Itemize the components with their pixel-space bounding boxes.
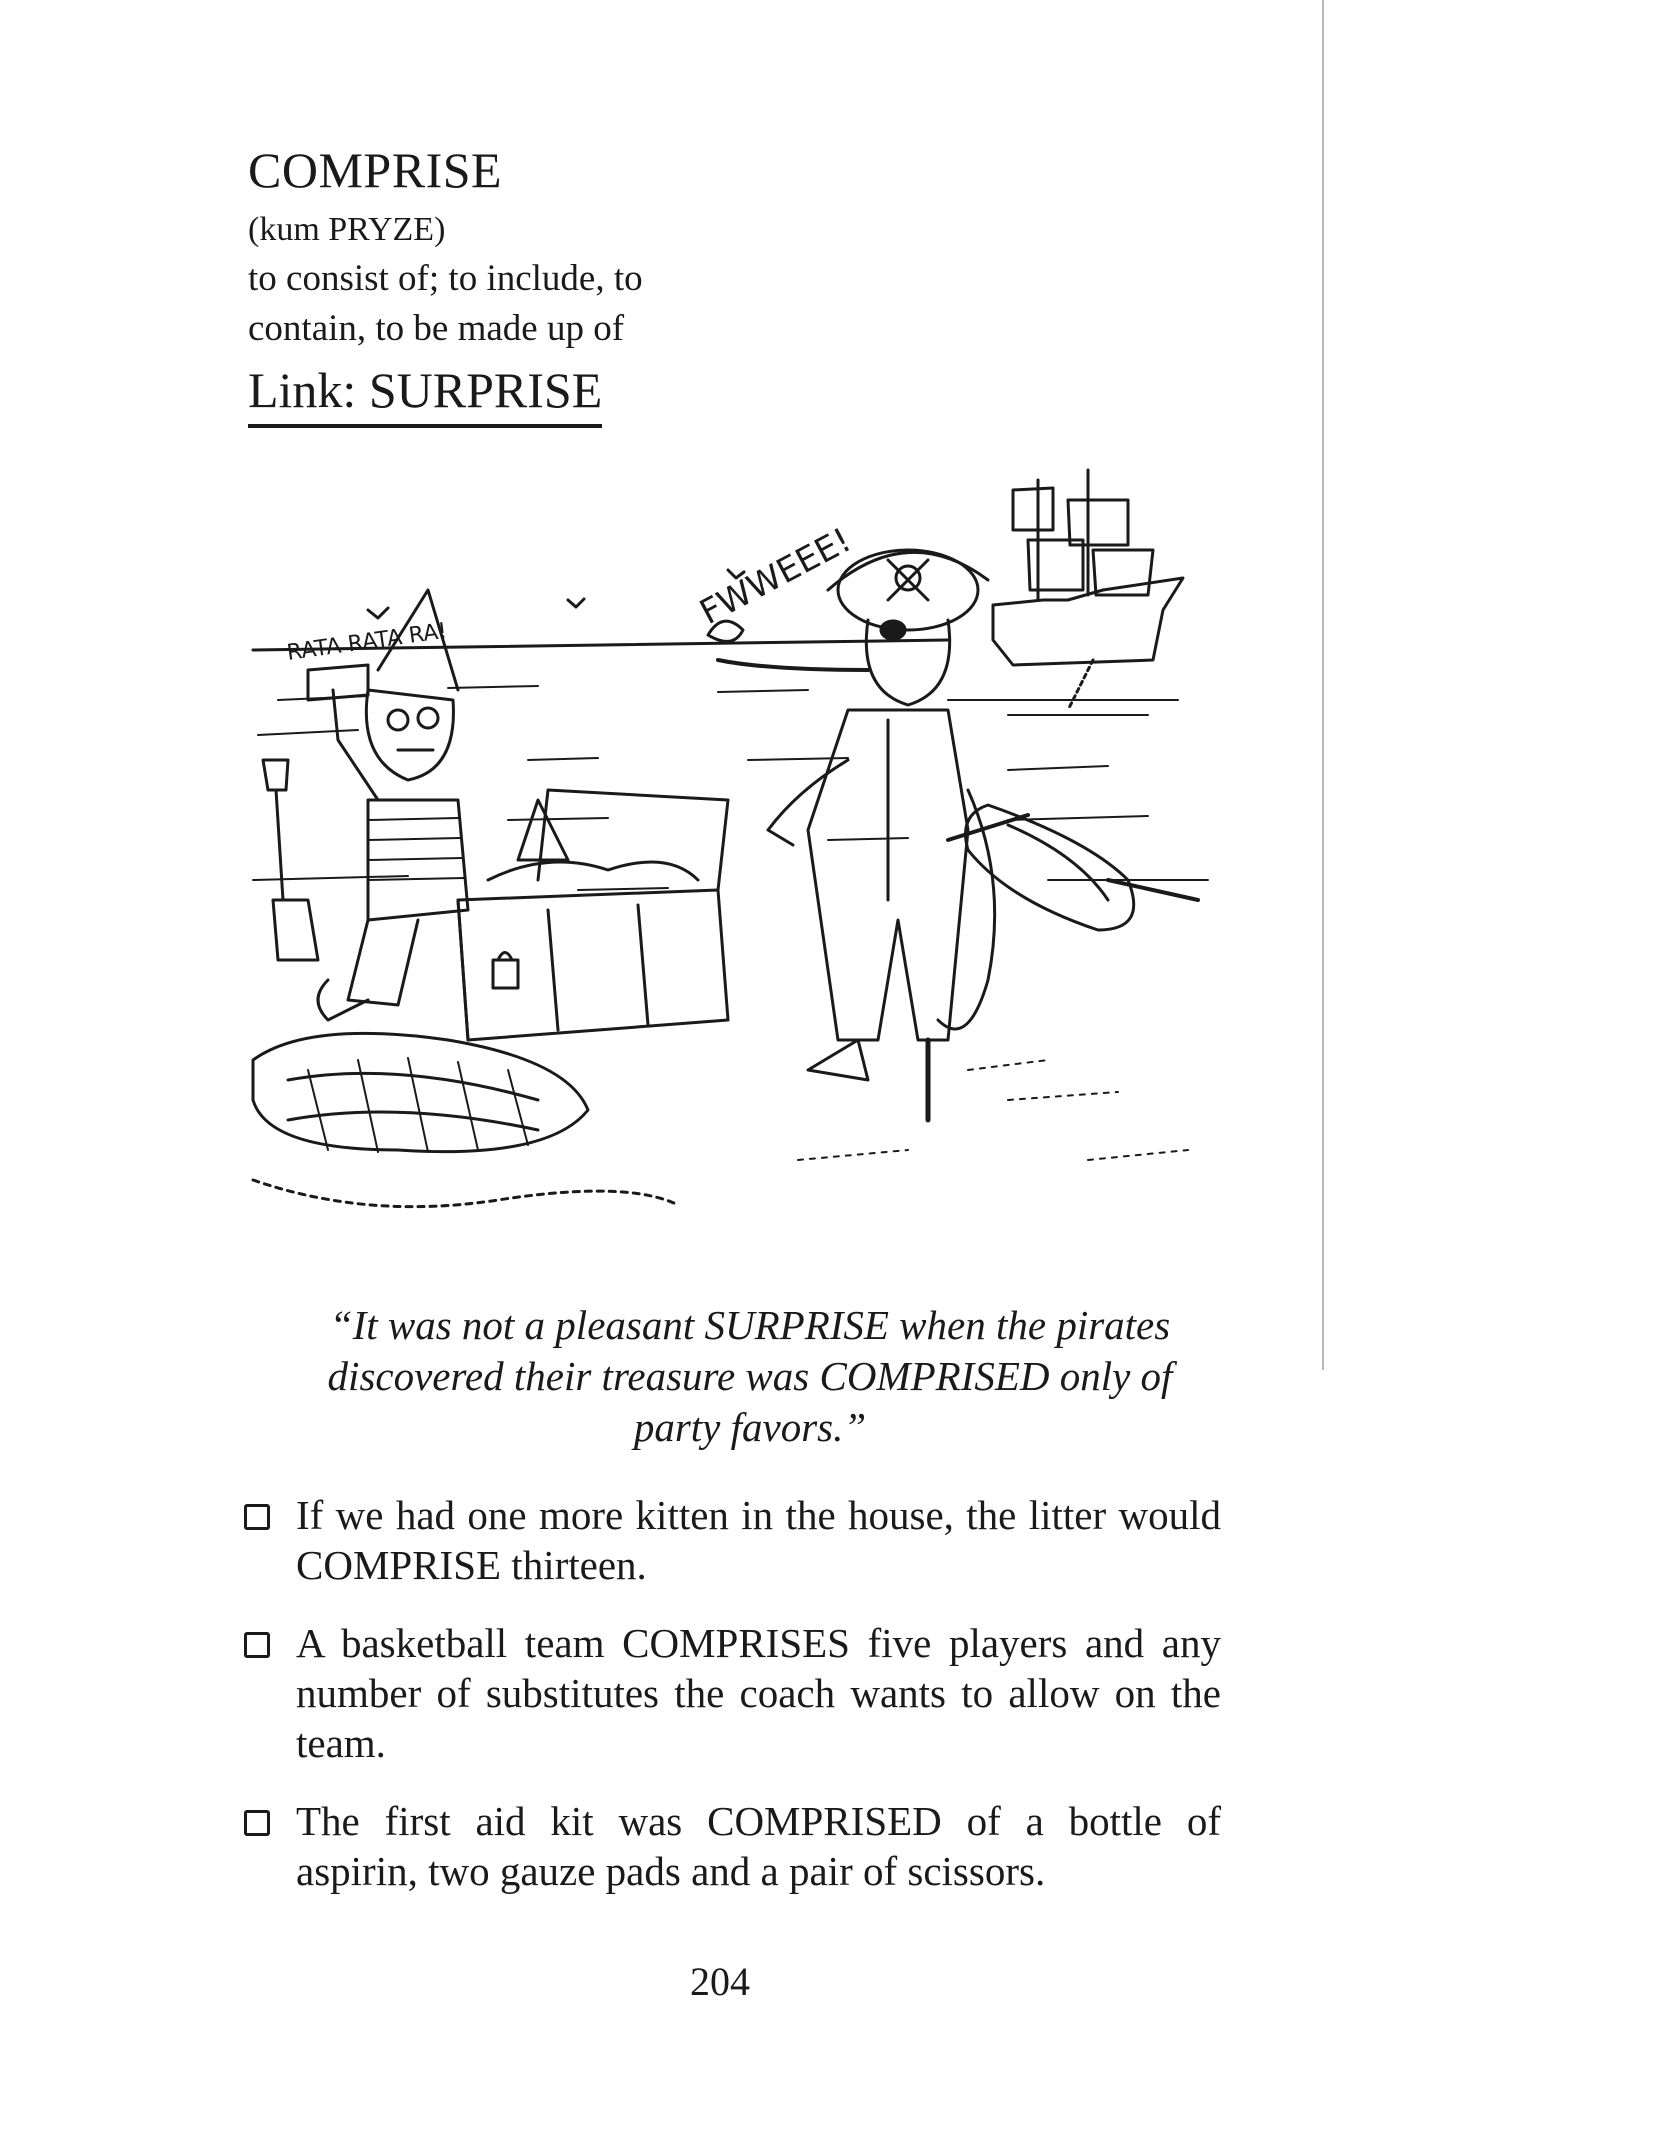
checkbox-icon[interactable] xyxy=(244,1504,270,1530)
pirate-ship xyxy=(948,470,1183,715)
pirate-captain xyxy=(708,550,995,1120)
whistle-sound-text: FWWEEE! xyxy=(693,520,858,633)
pirate-cartoon-illustration xyxy=(248,460,1258,1290)
vocabulary-entry xyxy=(248,140,808,428)
caption-line-3: party favors.” xyxy=(633,1404,867,1450)
link-word: Link: SURPRISE xyxy=(248,362,602,428)
shovel xyxy=(263,760,318,960)
illustration-caption xyxy=(240,1300,1260,1453)
rowboat xyxy=(948,805,1198,930)
hammer-sound-text: RATA RATA RA! xyxy=(285,618,449,666)
treasure-chest xyxy=(458,790,728,1040)
example-text: A basketball team COMPRISES five players and any number of substitutes the coach wants to allow on the team. xyxy=(296,1620,1221,1766)
caption-line-1: “It was not a pleasant SURPRISE when the pirates xyxy=(329,1302,1171,1348)
dug-hole xyxy=(253,1033,678,1206)
example-item xyxy=(236,1490,1256,1590)
pronunciation: (kum PRYZE) xyxy=(248,211,446,248)
page-number: 204 xyxy=(690,1959,750,2004)
definition-line-1: to consist of; to include, to xyxy=(248,258,643,299)
example-sentences xyxy=(236,1490,1256,1924)
example-text: If we had one more kitten in the house, the litter would COMPRISE thirteen. xyxy=(296,1492,1221,1588)
definition-line-2: contain, to be made up of xyxy=(248,308,625,349)
checkbox-icon[interactable] xyxy=(244,1810,270,1836)
example-text: The first aid kit was COMPRISED of a bottle of aspirin, two gauze pads and a pair of scissors. xyxy=(296,1798,1221,1894)
headword: COMPRISE xyxy=(248,142,503,198)
example-item xyxy=(236,1618,1256,1768)
page-edge-rule xyxy=(1322,0,1324,1370)
caption-line-2: discovered their treasure was COMPRISED only of xyxy=(327,1353,1173,1399)
example-item xyxy=(236,1796,1256,1896)
checkbox-icon[interactable] xyxy=(244,1632,270,1658)
